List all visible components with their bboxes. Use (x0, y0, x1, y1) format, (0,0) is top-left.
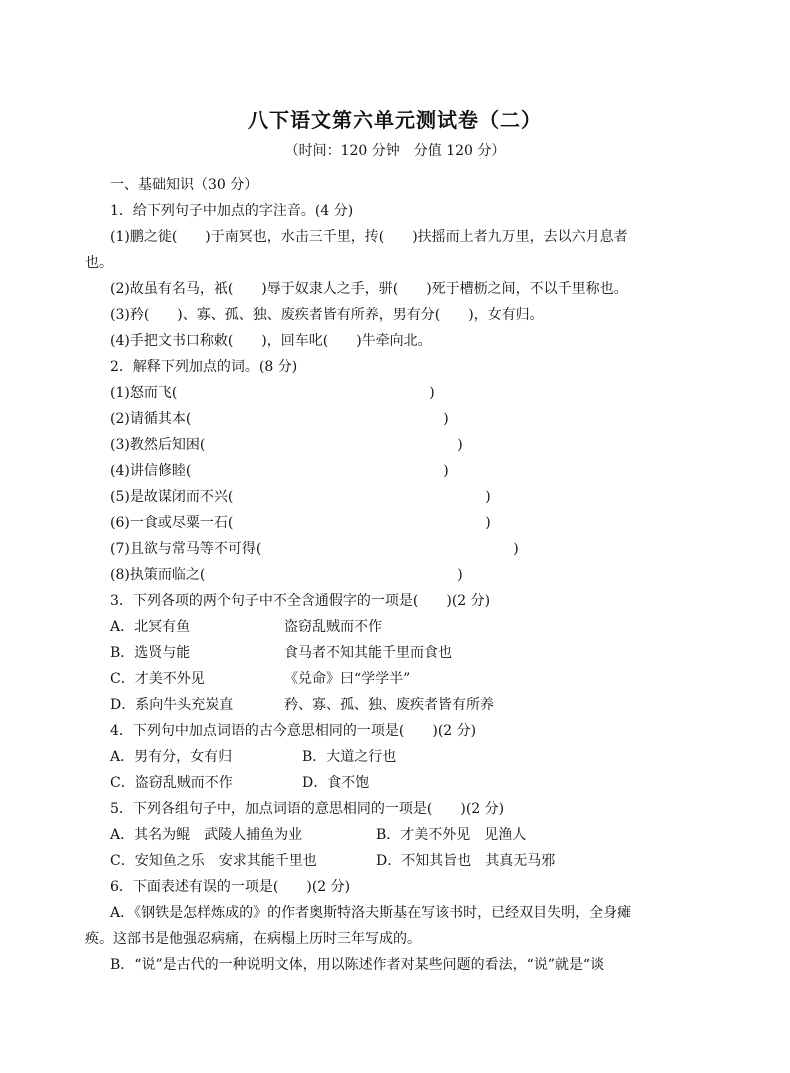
q5-stem: 5．下列各组句子中，加点词语的意思相同的一项是( )(2 分) (110, 801, 505, 817)
q1-stem: 1．给下列句子中加点的字注音。(4 分) (110, 203, 354, 219)
option-text: B．大道之行也 (302, 749, 397, 765)
q2-stem: 2．解释下列加点的词。(8 分) (110, 359, 298, 375)
option-text: C．盗窃乱贼而不作 (110, 775, 233, 791)
option-text: A．其名为鲲 武陵人捕鱼为业 (110, 827, 303, 843)
q6-stem: 6．下面表述有误的一项是( )(2 分) (110, 879, 351, 895)
q2-item: (4)讲信修睦( ) (110, 463, 449, 479)
option-text: D．不知其旨也 其真无马邪 (376, 853, 556, 869)
option-text: C．才美不外见 (110, 671, 205, 687)
q3-option-c (110, 670, 725, 688)
q3-option-b (110, 644, 725, 662)
option-text: 食马者不知其能千里而食也 (284, 645, 452, 661)
q1-item-1-cont: 也。 (85, 255, 113, 271)
q4-options-row (110, 774, 725, 792)
q1-item-2: (2)故虽有名马，祇( )辱于奴隶人之手，骈( )死于槽枥之间，不以千里称也。 (110, 281, 628, 297)
page-title: 八下语文第六单元测试卷（二） (248, 108, 542, 132)
q2-item: (5)是故谋闭而不兴( ) (110, 489, 491, 505)
option-text: 《兑命》曰“学学半” (284, 671, 411, 687)
option-text: 矜、寡、孤、独、废疾者皆有所养 (284, 697, 494, 713)
q4-options-row (110, 748, 725, 766)
q6-option-a: A．《钢铁是怎样炼成的》的作者奥斯特洛夫斯基在写该书时，已经双目失明，全身瘫 (110, 905, 632, 921)
q5-options-row (110, 826, 725, 844)
q6-option-a-cont: 痪。这部书是他强忍病痛，在病榻上历时三年写成的。 (85, 931, 421, 947)
q2-item: (2)请循其本( ) (110, 411, 449, 427)
q2-item: (6)一食或尽粟一石( ) (110, 515, 491, 531)
option-text: A．男有分，女有归 (110, 749, 233, 765)
q2-item: (7)且欲与常马等不可得( ) (110, 541, 519, 557)
q6-option-b: B．“说”是古代的一种说明文体，用以陈述作者对某些问题的看法，“说”就是“谈 (110, 957, 605, 973)
section-heading: 一、基础知识（30 分） (110, 177, 259, 193)
q1-item-1: (1)鹏之徙( )于南冥也，水击三千里，抟( )扶摇而上者九万里，去以六月息者 (110, 229, 628, 245)
option-text: D．食不饱 (302, 775, 370, 791)
option-text: D．系向牛头充炭直 (110, 697, 234, 713)
q3-option-d (110, 696, 725, 714)
option-text: C．安知鱼之乐 安求其能千里也 (110, 853, 317, 869)
q1-item-4: (4)手把文书口称敕( )，回车叱( )牛牵向北。 (110, 333, 432, 349)
option-text: B．选贤与能 (110, 645, 191, 661)
option-text: B．才美不外见 见渔人 (376, 827, 527, 843)
option-text: 盗窃乱贼而不作 (284, 619, 382, 635)
q3-option-a (110, 618, 725, 636)
q5-options-row (110, 852, 725, 870)
q2-item: (8)执策而临之( ) (110, 567, 463, 583)
q2-item: (3)教然后知困( ) (110, 437, 463, 453)
q1-item-3: (3)矜( )、寡、孤、独、废疾者皆有所养，男有分( )，女有归。 (110, 307, 544, 323)
q4-stem: 4．下列句中加点词语的古今意思相同的一项是( )(2 分) (110, 723, 477, 739)
q3-stem: 3．下列各项的两个句子中不全含通假字的一项是( )(2 分) (110, 593, 491, 609)
q2-item: (1)怒而飞( ) (110, 385, 435, 401)
option-text: A．北冥有鱼 (110, 619, 191, 635)
page-subtitle: （时间：120 分钟 分值 120 分） (284, 143, 506, 159)
